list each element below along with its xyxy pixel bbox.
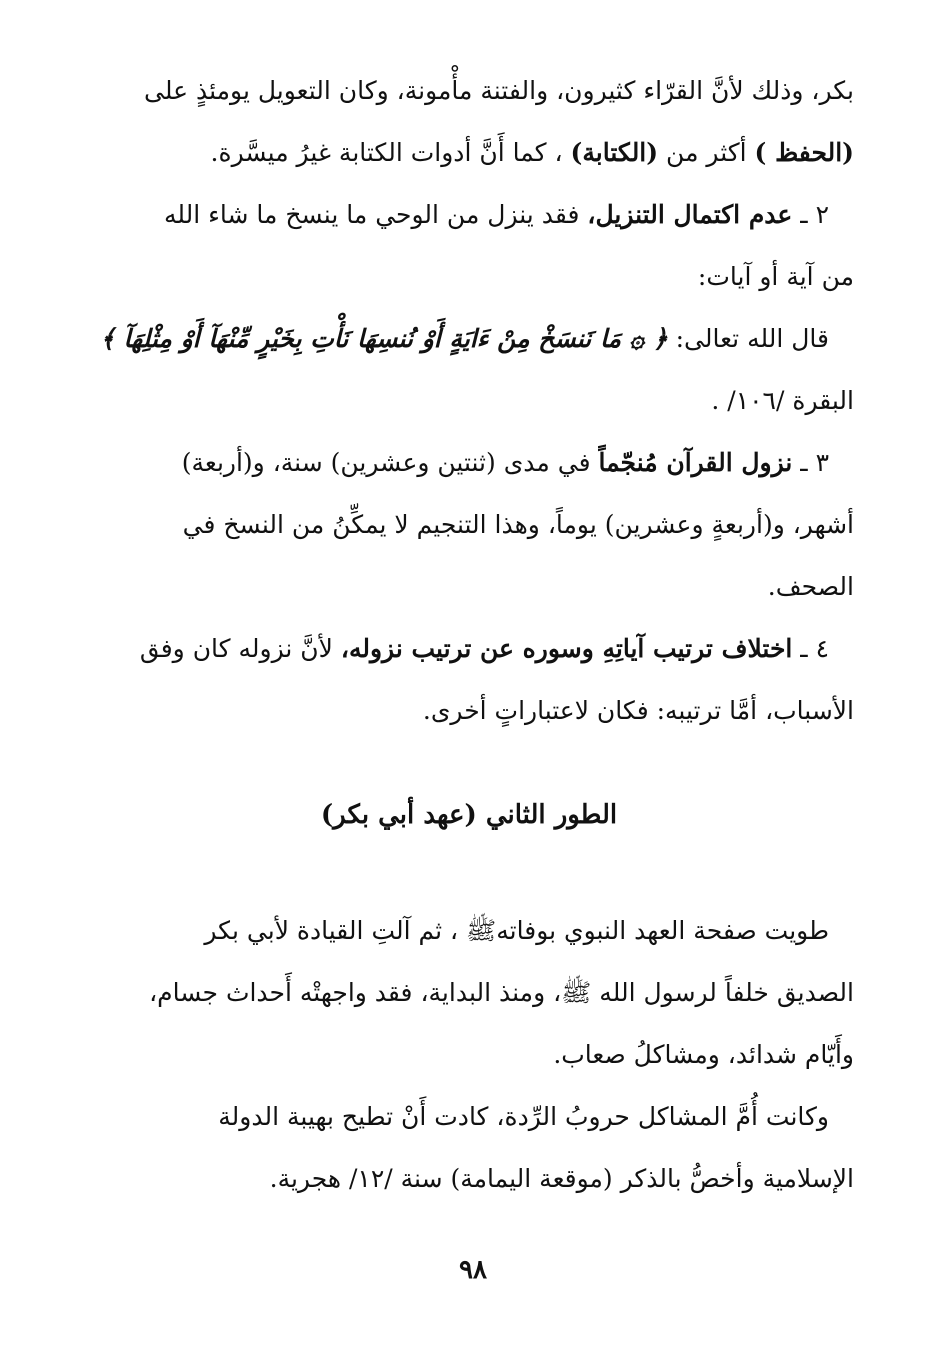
item-title: نزول القرآن مُنجّماً bbox=[598, 448, 793, 477]
page-number: ٩٨ bbox=[459, 1255, 487, 1285]
text-span: فقد ينزل من الوحي ما ينسخ ما شاء الله bbox=[163, 200, 588, 229]
quran-quote bbox=[84, 308, 854, 432]
item-title: عدم اكتمال التنزيل، bbox=[587, 200, 793, 229]
text-line bbox=[84, 618, 854, 680]
section-heading: الطور الثاني (عهد أبي بكر) bbox=[320, 800, 618, 830]
list-item-2 bbox=[84, 184, 854, 308]
text-span: طويت صفحة العهد النبوي بوفاتهﷺ ، ثم آلتِ القيادة لأبي بكر bbox=[204, 916, 829, 945]
text-line bbox=[84, 900, 854, 962]
text-line bbox=[84, 122, 854, 184]
text-line: بكر، وذلك لأنَّ القرّاء كثيرون، والفتنة مأْمونة، وكان التعويل يومئذٍ على bbox=[144, 76, 854, 105]
quote-intro: قال الله تعالى: bbox=[667, 324, 829, 353]
text-span: وكانت أُمَّ المشاكل حروبُ الرِّدة، كادت أَنْ تطيح بهيبة الدولة bbox=[218, 1102, 829, 1131]
text-line: الإسلامية وأخصُّ بالذكر (موقعة اليمامة) سنة /١٢/ هجرية. bbox=[269, 1164, 854, 1193]
text-span: لأنَّ نزوله كان وفق bbox=[139, 634, 341, 663]
list-item-3 bbox=[84, 432, 854, 618]
item-number: ٢ ـ bbox=[792, 200, 829, 229]
verse-reference: البقرة /١٠٦/ . bbox=[711, 386, 854, 415]
text-span: أكثر من bbox=[658, 138, 755, 167]
list-item-4 bbox=[84, 618, 854, 742]
text-line: الصحف. bbox=[767, 572, 854, 601]
document-page bbox=[84, 60, 854, 1210]
item-number: ٤ ـ bbox=[792, 634, 829, 663]
text-line: وأَيّام شدائد، ومشاكلُ صعاب. bbox=[553, 1040, 854, 1069]
text-line: الصديق خلفاً لرسول الله ﷺ، ومنذ البداية، فقد واجهتْه أَحداث جسام، bbox=[149, 978, 854, 1007]
text-line: أشهر، و(أربعةٍ وعشرين) يوماً، وهذا التنجيم لا يمكِّنُ من النسخ في bbox=[182, 510, 854, 539]
item-number: ٣ ـ bbox=[792, 448, 829, 477]
text-span: ، كما أَنَّ أدوات الكتابة غيرُ ميسَّرة. bbox=[210, 138, 571, 167]
item-title: اختلاف ترتيب آياتِهِ وسوره عن ترتيب نزوله، bbox=[340, 634, 793, 663]
bold-term-kitaba: (الكتابة) bbox=[570, 138, 659, 167]
paragraph-ridda bbox=[84, 1086, 854, 1210]
paragraph-intro bbox=[84, 60, 854, 184]
quran-verse: ﴿ ۞ مَا نَنسَخْ مِنْ ءَايَةٍ أَوْ نُنسِهَا نَأْتِ بِخَيْرٍ مِّنْهَآ أَوْ مِثْلِهَآ ﴾ bbox=[100, 324, 668, 353]
text-line bbox=[84, 184, 854, 246]
text-span: في مدى (ثنتين وعشرين) سنة، و(أربعة) bbox=[181, 448, 599, 477]
text-line: من آية أو آيات: bbox=[697, 262, 854, 291]
text-line: الأسباب، أمَّا ترتيبه: فكان لاعتباراتٍ أخرى. bbox=[422, 696, 854, 725]
text-line bbox=[84, 1086, 854, 1148]
bold-term-hifz: (الحفظ ) bbox=[754, 138, 854, 167]
text-line bbox=[84, 308, 854, 370]
paragraph-abu-bakr bbox=[84, 900, 854, 1086]
text-line bbox=[84, 432, 854, 494]
